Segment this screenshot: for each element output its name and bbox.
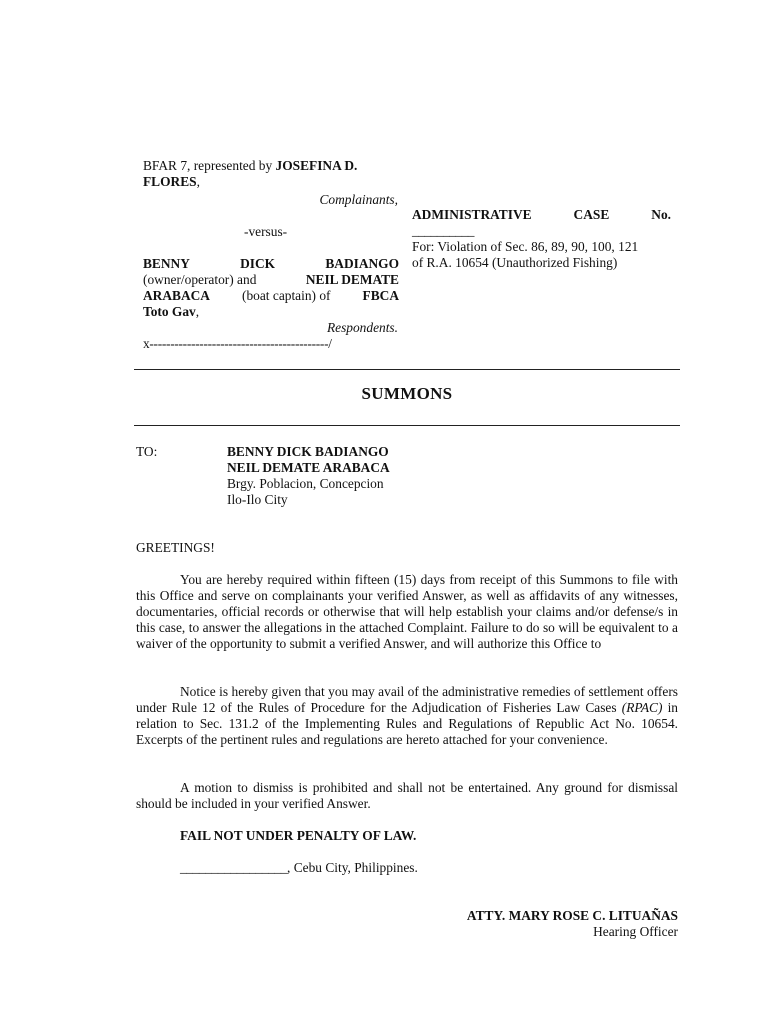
date-blank: _________________ [180,860,288,875]
respondent-word: DICK [240,256,276,271]
rpac-abbreviation: (RPAC) [621,700,663,715]
respondent-surname-2: ARABACA [143,288,210,303]
complainant-line-2 [143,174,200,190]
fail-not-warning: FAIL NOT UNDER PENALTY OF LAW. [180,828,417,843]
respondent-role: (owner/operator) and [143,272,257,287]
vessel-name: Toto Gav [143,304,196,319]
respondent-word: BADIANGO [325,256,399,271]
respondents-label: Respondents. [326,320,398,335]
paragraph-text: You are hereby required within fifteen (15) days from receipt of this Summons to file with this Office and serve on complainants your verified Answer, as well as affidavits of any witnesses, documentaries, official records or otherwise that will help establish your claims and/or defense/s in this case, to answer the allegations in the attached Complaint. Failure to do so will be equivalent to a waiver of the opportunity to submit a verified Answer, and will authorize this Office to [136,572,678,651]
paragraph-text: Notice is hereby given that you may avail of the administrative remedies of settlement offers under Rule 12 of the Rules of Procedure for the Adjudication of Fisheries Law Cases [136,684,678,715]
violation-line-1: For: Violation of Sec. 86, 89, 90, 100, 121 [412,239,639,254]
to-label: TO: [136,444,158,459]
signatory-title: Hearing Officer [593,924,678,939]
case-number-blank: __________ [412,223,474,238]
violation-line-2: of R.A. 10654 (Unauthorized Fishing) [412,255,618,270]
document-title: SUMMONS [361,384,453,403]
case-number-line [412,207,671,223]
divider-bottom [134,425,680,426]
complainant-prefix: BFAR 7, represented by [143,158,276,173]
respondent-line-1 [143,256,399,272]
caption-closing-line: x-------------------------------------------/ [143,336,332,351]
vessel-comma: , [195,304,200,319]
respondent-line-4 [143,304,199,320]
respondent-line-2 [143,272,399,288]
greeting: GREETINGS! [136,540,215,555]
respondent-line-3 [143,288,399,304]
complainants-label: Complainants, [319,192,398,207]
respondent-name-2: NEIL DEMATE [305,272,399,287]
paragraph-motion [136,780,678,812]
versus-label: -versus- [244,224,288,239]
case-word: CASE [573,207,610,222]
paragraph-requirement [136,572,678,652]
complainant-line-1 [143,158,399,174]
vessel-prefix: FBCA [362,288,399,303]
case-word: No. [651,207,671,222]
complainant-rep-surname: FLORES [143,174,197,189]
addressee-address-1: Brgy. Poblacion, Concepcion [227,476,384,491]
addressee-address-2: Ilo-Ilo City [227,492,288,507]
complainant-rep-name: JOSEFINA D. [275,158,358,173]
paragraph-text: A motion to dismiss is prohibited and shall not be entertained. Any ground for dismissal should be included in your verified Answer. [136,780,678,811]
date-line [180,860,418,876]
signatory-name: ATTY. MARY ROSE C. LITUAÑAS [466,908,678,923]
date-place: , Cebu City, Philippines. [287,860,418,875]
respondent-word: BENNY [143,256,190,271]
addressee-name-2: NEIL DEMATE ARABACA [227,460,390,475]
complainant-comma: , [196,174,200,189]
respondent-role-2: (boat captain) of [242,288,331,303]
addressee-name-1: BENNY DICK BADIANGO [227,444,389,459]
paragraph-notice [136,684,678,748]
divider-top [134,369,680,370]
paragraph-text: in relation to Sec. 131.2 of the Implementing Rules and Regulations of Republic Act No. 10654. Excerpts of the pertinent rules and regulations are hereto attached for your convenience. [136,700,678,747]
case-word: ADMINISTRATIVE [412,207,532,222]
